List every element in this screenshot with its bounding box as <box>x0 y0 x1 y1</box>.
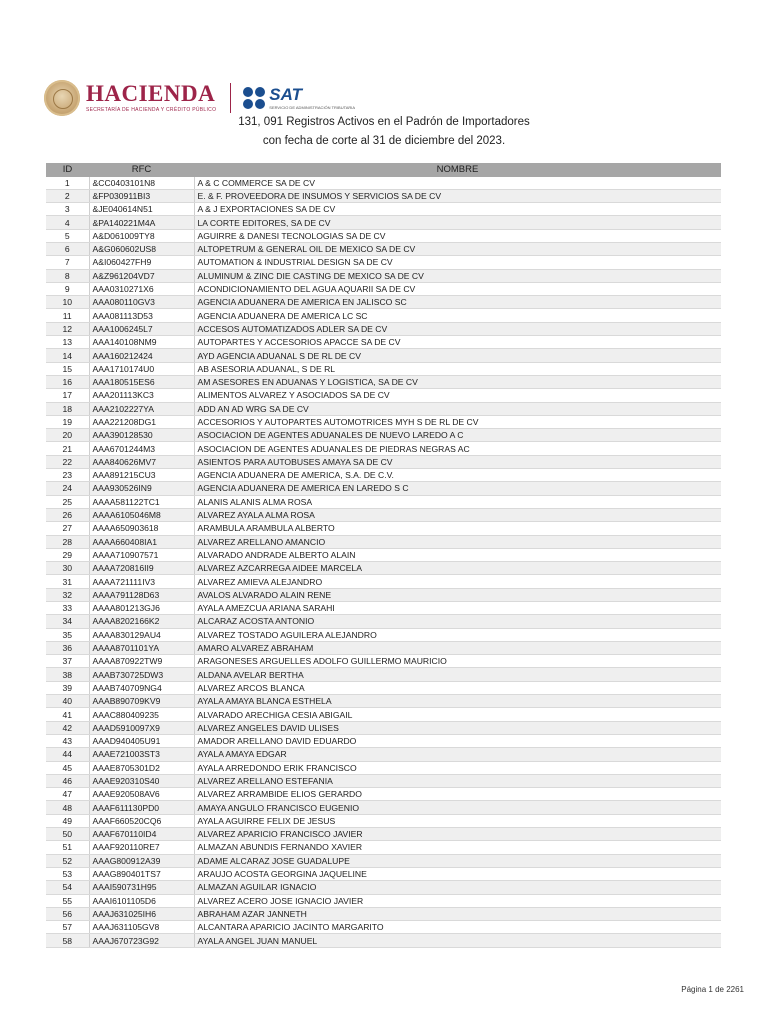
row-id: 27 <box>46 522 89 535</box>
row-rfc: AAAI6101105D6 <box>89 894 194 907</box>
row-nombre: AYALA AGUIRRE FELIX DE JESUS <box>194 814 721 827</box>
table-row <box>46 375 721 388</box>
row-rfc: AAAA6105046M8 <box>89 508 194 521</box>
row-nombre: ALVAREZ ARRAMBIDE ELIOS GERARDO <box>194 788 721 801</box>
row-nombre: AGENCIA ADUANERA DE AMERICA EN JALISCO SC <box>194 296 721 309</box>
row-rfc: AAA0310271X6 <box>89 282 194 295</box>
table-row <box>46 828 721 841</box>
row-id: 38 <box>46 668 89 681</box>
row-nombre: ALVAREZ ARCOS BLANCA <box>194 681 721 694</box>
row-nombre: ABRAHAM AZAR JANNETH <box>194 907 721 920</box>
row-rfc: AAAA720816II9 <box>89 562 194 575</box>
row-id: 24 <box>46 482 89 495</box>
row-nombre: A & C COMMERCE SA DE CV <box>194 177 721 190</box>
row-rfc: AAAA8202166K2 <box>89 615 194 628</box>
row-rfc: AAAF660520CQ6 <box>89 814 194 827</box>
table-row <box>46 854 721 867</box>
table-row <box>46 522 721 535</box>
row-rfc: AAA221208DG1 <box>89 415 194 428</box>
row-rfc: AAA390128530 <box>89 429 194 442</box>
row-rfc: AAAG890401TS7 <box>89 867 194 880</box>
row-rfc: AAAE920310S40 <box>89 774 194 787</box>
row-nombre: ALVAREZ TOSTADO AGUILERA ALEJANDRO <box>194 628 721 641</box>
table-row <box>46 708 721 721</box>
row-rfc: &FP030911BI3 <box>89 189 194 202</box>
row-rfc: AAAB740709NG4 <box>89 681 194 694</box>
row-nombre: AYALA AMAYA EDGAR <box>194 748 721 761</box>
document-subtitle: con fecha de corte al 31 de diciembre del 2023. <box>262 135 506 147</box>
document-title: 131, 091 Registros Activos en el Padrón de Importadores <box>238 116 530 128</box>
header <box>44 78 355 118</box>
row-rfc: AAAA830129AU4 <box>89 628 194 641</box>
table-row <box>46 695 721 708</box>
row-id: 4 <box>46 216 89 229</box>
row-rfc: AAAC880409235 <box>89 708 194 721</box>
row-rfc: AAA2102227YA <box>89 402 194 415</box>
row-id: 48 <box>46 801 89 814</box>
row-id: 6 <box>46 242 89 255</box>
table-row <box>46 801 721 814</box>
row-rfc: AAAJ670723G92 <box>89 934 194 947</box>
row-rfc: AAAE920508AV6 <box>89 788 194 801</box>
row-rfc: AAAD940405U91 <box>89 734 194 747</box>
row-id: 18 <box>46 402 89 415</box>
row-nombre: AM ASESORES EN ADUANAS Y LOGISTICA, SA DE CV <box>194 375 721 388</box>
row-id: 43 <box>46 734 89 747</box>
row-id: 34 <box>46 615 89 628</box>
table-body <box>46 177 721 948</box>
row-nombre: ADAME ALCARAZ JOSE GUADALUPE <box>194 854 721 867</box>
row-rfc: AAAA791128D63 <box>89 588 194 601</box>
row-nombre: ARAUJO ACOSTA GEORGINA JAQUELINE <box>194 867 721 880</box>
table-row <box>46 814 721 827</box>
table-row <box>46 508 721 521</box>
row-rfc: A&G060602US8 <box>89 242 194 255</box>
row-nombre: ALCARAZ ACOSTA ANTONIO <box>194 615 721 628</box>
table-row <box>46 429 721 442</box>
column-header-rfc: RFC <box>89 163 194 177</box>
row-nombre: AMADOR ARELLANO DAVID EDUARDO <box>194 734 721 747</box>
table-row <box>46 442 721 455</box>
row-id: 50 <box>46 828 89 841</box>
row-id: 26 <box>46 508 89 521</box>
row-rfc: AAAF611130PD0 <box>89 801 194 814</box>
row-nombre: ACCESOS AUTOMATIZADOS ADLER SA DE CV <box>194 322 721 335</box>
row-rfc: AAAA710907571 <box>89 548 194 561</box>
row-nombre: AYALA AMAYA BLANCA ESTHELA <box>194 695 721 708</box>
row-nombre: ALUMINUM & ZINC DIE CASTING DE MEXICO SA DE CV <box>194 269 721 282</box>
row-rfc: AAAA721111IV3 <box>89 575 194 588</box>
sat-dots-icon <box>243 87 265 109</box>
row-nombre: AYALA ANGEL JUAN MANUEL <box>194 934 721 947</box>
row-id: 30 <box>46 562 89 575</box>
row-rfc: AAAG800912A39 <box>89 854 194 867</box>
row-nombre: ACCESORIOS Y AUTOPARTES AUTOMOTRICES MYH S DE RL DE CV <box>194 415 721 428</box>
row-rfc: AAAJ631105GV8 <box>89 921 194 934</box>
table-row <box>46 535 721 548</box>
row-rfc: AAA080110GV3 <box>89 296 194 309</box>
table-row <box>46 628 721 641</box>
row-id: 33 <box>46 602 89 615</box>
row-id: 17 <box>46 389 89 402</box>
row-rfc: AAAA8701101YA <box>89 641 194 654</box>
row-nombre: ALVARADO ANDRADE ALBERTO ALAIN <box>194 548 721 561</box>
coat-of-arms-seal-icon <box>44 80 80 116</box>
table-row <box>46 921 721 934</box>
row-nombre: ALMAZAN ABUNDIS FERNANDO XAVIER <box>194 841 721 854</box>
table-row <box>46 575 721 588</box>
table-row <box>46 734 721 747</box>
table-row <box>46 774 721 787</box>
table-row <box>46 242 721 255</box>
table-row <box>46 177 721 190</box>
row-nombre: ALCANTARA APARICIO JACINTO MARGARITO <box>194 921 721 934</box>
row-nombre: ASOCIACION DE AGENTES ADUANALES DE PIEDRAS NEGRAS AC <box>194 442 721 455</box>
row-id: 8 <box>46 269 89 282</box>
row-id: 49 <box>46 814 89 827</box>
row-rfc: AAAA870922TW9 <box>89 655 194 668</box>
row-nombre: ALVAREZ ANGELES DAVID ULISES <box>194 721 721 734</box>
row-nombre: ALVAREZ APARICIO FRANCISCO JAVIER <box>194 828 721 841</box>
row-nombre: ALVAREZ ACERO JOSE IGNACIO JAVIER <box>194 894 721 907</box>
row-rfc: AAAB730725DW3 <box>89 668 194 681</box>
row-id: 56 <box>46 907 89 920</box>
table-row <box>46 588 721 601</box>
row-id: 22 <box>46 455 89 468</box>
row-id: 57 <box>46 921 89 934</box>
row-nombre: AYALA ARREDONDO ERIK FRANCISCO <box>194 761 721 774</box>
row-rfc: AAA6701244M3 <box>89 442 194 455</box>
table-row <box>46 894 721 907</box>
row-nombre: ASIENTOS PARA AUTOBUSES AMAYA SA DE CV <box>194 455 721 468</box>
row-id: 46 <box>46 774 89 787</box>
sat-title: SAT <box>269 84 303 104</box>
row-rfc: AAA840626MV7 <box>89 455 194 468</box>
row-nombre: ALANIS ALANIS ALMA ROSA <box>194 495 721 508</box>
row-id: 37 <box>46 655 89 668</box>
table-row <box>46 216 721 229</box>
row-id: 21 <box>46 442 89 455</box>
row-id: 40 <box>46 695 89 708</box>
row-nombre: AMAYA ANGULO FRANCISCO EUGENIO <box>194 801 721 814</box>
column-header-id: ID <box>46 163 89 177</box>
row-id: 47 <box>46 788 89 801</box>
table-row <box>46 469 721 482</box>
row-nombre: AMARO ALVAREZ ABRAHAM <box>194 641 721 654</box>
row-rfc: AAA140108NM9 <box>89 336 194 349</box>
row-nombre: ARAGONESES ARGUELLES ADOLFO GUILLERMO MAURICIO <box>194 655 721 668</box>
row-id: 55 <box>46 894 89 907</box>
row-rfc: AAAD5910097X9 <box>89 721 194 734</box>
table-row <box>46 282 721 295</box>
row-nombre: ALDANA AVELAR BERTHA <box>194 668 721 681</box>
row-id: 28 <box>46 535 89 548</box>
table-row <box>46 349 721 362</box>
row-id: 44 <box>46 748 89 761</box>
row-rfc: AAAA660408IA1 <box>89 535 194 548</box>
row-rfc: AAAF920110RE7 <box>89 841 194 854</box>
row-id: 14 <box>46 349 89 362</box>
row-rfc: AAAB890709KV9 <box>89 695 194 708</box>
hacienda-logo <box>86 83 216 113</box>
table-row <box>46 495 721 508</box>
row-id: 10 <box>46 296 89 309</box>
row-nombre: AVALOS ALVARADO ALAIN RENE <box>194 588 721 601</box>
row-id: 9 <box>46 282 89 295</box>
row-rfc: AAAJ631025IH6 <box>89 907 194 920</box>
table-row <box>46 934 721 947</box>
table-row <box>46 482 721 495</box>
row-id: 36 <box>46 641 89 654</box>
row-nombre: ALVAREZ AMIEVA ALEJANDRO <box>194 575 721 588</box>
row-id: 20 <box>46 429 89 442</box>
table-row <box>46 296 721 309</box>
table-row <box>46 229 721 242</box>
table-row <box>46 655 721 668</box>
row-nombre: AGUIRRE & DANESI TECNOLOGIAS SA DE CV <box>194 229 721 242</box>
row-id: 3 <box>46 203 89 216</box>
table-row <box>46 389 721 402</box>
row-id: 52 <box>46 854 89 867</box>
row-id: 15 <box>46 362 89 375</box>
row-rfc: &CC0403101N8 <box>89 177 194 190</box>
table-row <box>46 748 721 761</box>
importers-table <box>46 163 721 948</box>
row-rfc: AAAA650903618 <box>89 522 194 535</box>
row-id: 42 <box>46 721 89 734</box>
row-id: 19 <box>46 415 89 428</box>
row-nombre: ALVAREZ ARELLANO AMANCIO <box>194 535 721 548</box>
row-nombre: AUTOMATION & INDUSTRIAL DESIGN SA DE CV <box>194 256 721 269</box>
row-id: 45 <box>46 761 89 774</box>
table-row <box>46 681 721 694</box>
table-row <box>46 641 721 654</box>
table-row <box>46 881 721 894</box>
row-nombre: A & J EXPORTACIONES SA DE CV <box>194 203 721 216</box>
row-rfc: AAA930526IN9 <box>89 482 194 495</box>
row-rfc: AAAF670110ID4 <box>89 828 194 841</box>
row-nombre: E. & F. PROVEEDORA DE INSUMOS Y SERVICIOS SA DE CV <box>194 189 721 202</box>
table-row <box>46 336 721 349</box>
table-row <box>46 562 721 575</box>
row-id: 7 <box>46 256 89 269</box>
column-header-nombre: NOMBRE <box>194 163 721 177</box>
row-rfc: AAA201113KC3 <box>89 389 194 402</box>
row-id: 51 <box>46 841 89 854</box>
row-id: 58 <box>46 934 89 947</box>
row-id: 39 <box>46 681 89 694</box>
table-row <box>46 402 721 415</box>
row-id: 53 <box>46 867 89 880</box>
table-row <box>46 256 721 269</box>
table-row <box>46 761 721 774</box>
row-id: 12 <box>46 322 89 335</box>
row-nombre: ASOCIACION DE AGENTES ADUANALES DE NUEVO LAREDO A C <box>194 429 721 442</box>
row-id: 1 <box>46 177 89 190</box>
table-row <box>46 867 721 880</box>
row-nombre: AUTOPARTES Y ACCESORIOS APACCE SA DE CV <box>194 336 721 349</box>
page-number: Página 1 de 2261 <box>681 985 744 994</box>
logo-divider <box>230 83 231 113</box>
sat-logo <box>269 84 356 110</box>
row-rfc: A&D061009TY8 <box>89 229 194 242</box>
row-nombre: ALMAZAN AGUILAR IGNACIO <box>194 881 721 894</box>
hacienda-subtitle: SECRETARÍA DE HACIENDA Y CRÉDITO PÚBLICO <box>86 107 217 113</box>
row-id: 31 <box>46 575 89 588</box>
row-nombre: ALVAREZ AZCARREGA AIDEE MARCELA <box>194 562 721 575</box>
row-id: 11 <box>46 309 89 322</box>
row-nombre: ALIMENTOS ALVAREZ Y ASOCIADOS SA DE CV <box>194 389 721 402</box>
row-id: 35 <box>46 628 89 641</box>
row-nombre: ALVAREZ AYALA ALMA ROSA <box>194 508 721 521</box>
row-rfc: AAAA581122TC1 <box>89 495 194 508</box>
table-row <box>46 189 721 202</box>
row-id: 5 <box>46 229 89 242</box>
table-row <box>46 615 721 628</box>
table-row <box>46 907 721 920</box>
row-nombre: AB ASESORIA ADUANAL, S DE RL <box>194 362 721 375</box>
row-id: 32 <box>46 588 89 601</box>
table-row <box>46 362 721 375</box>
table-row <box>46 721 721 734</box>
row-id: 16 <box>46 375 89 388</box>
row-rfc: AAA180515ES6 <box>89 375 194 388</box>
row-id: 54 <box>46 881 89 894</box>
table-row <box>46 841 721 854</box>
hacienda-title: HACIENDA <box>86 81 216 106</box>
row-nombre: AYALA AMEZCUA ARIANA SARAHI <box>194 602 721 615</box>
row-rfc: AAA081113D53 <box>89 309 194 322</box>
sat-subtitle: SERVICIO DE ADMINISTRACIÓN TRIBUTARIA <box>269 104 356 110</box>
row-rfc: A&I060427FH9 <box>89 256 194 269</box>
row-rfc: &JE040614N51 <box>89 203 194 216</box>
row-rfc: A&Z961204VD7 <box>89 269 194 282</box>
row-nombre: ARAMBULA ARAMBULA ALBERTO <box>194 522 721 535</box>
table-row <box>46 668 721 681</box>
row-nombre: ADD AN AD WRG SA DE CV <box>194 402 721 415</box>
row-rfc: AAA1006245L7 <box>89 322 194 335</box>
table-row <box>46 309 721 322</box>
table-row <box>46 269 721 282</box>
row-id: 41 <box>46 708 89 721</box>
row-rfc: &PA140221M4A <box>89 216 194 229</box>
row-id: 29 <box>46 548 89 561</box>
row-rfc: AAA1710174U0 <box>89 362 194 375</box>
table-header-row <box>46 163 721 177</box>
table-row <box>46 455 721 468</box>
table-row <box>46 203 721 216</box>
row-rfc: AAA891215CU3 <box>89 469 194 482</box>
table-row <box>46 322 721 335</box>
row-id: 13 <box>46 336 89 349</box>
row-id: 23 <box>46 469 89 482</box>
row-rfc: AAA160212424 <box>89 349 194 362</box>
row-nombre: AGENCIA ADUANERA DE AMERICA, S.A. DE C.V. <box>194 469 721 482</box>
row-id: 2 <box>46 189 89 202</box>
row-nombre: ALVAREZ ARELLANO ESTEFANIA <box>194 774 721 787</box>
row-nombre: AGENCIA ADUANERA DE AMERICA EN LAREDO S C <box>194 482 721 495</box>
table-row <box>46 788 721 801</box>
table-row <box>46 548 721 561</box>
row-rfc: AAAI590731H95 <box>89 881 194 894</box>
table-row <box>46 602 721 615</box>
row-nombre: LA CORTE EDITORES, SA DE CV <box>194 216 721 229</box>
row-id: 25 <box>46 495 89 508</box>
table-row <box>46 415 721 428</box>
row-rfc: AAAE8705301D2 <box>89 761 194 774</box>
row-rfc: AAAE721003ST3 <box>89 748 194 761</box>
row-nombre: AYD AGENCIA ADUANAL S DE RL DE CV <box>194 349 721 362</box>
row-nombre: AGENCIA ADUANERA DE AMERICA LC SC <box>194 309 721 322</box>
row-nombre: ALTOPETRUM & GENERAL OIL DE MEXICO SA DE CV <box>194 242 721 255</box>
row-rfc: AAAA801213GJ6 <box>89 602 194 615</box>
row-nombre: ALVARADO ARECHIGA CESIA ABIGAIL <box>194 708 721 721</box>
row-nombre: ACONDICIONAMIENTO DEL AGUA AQUARII SA DE CV <box>194 282 721 295</box>
